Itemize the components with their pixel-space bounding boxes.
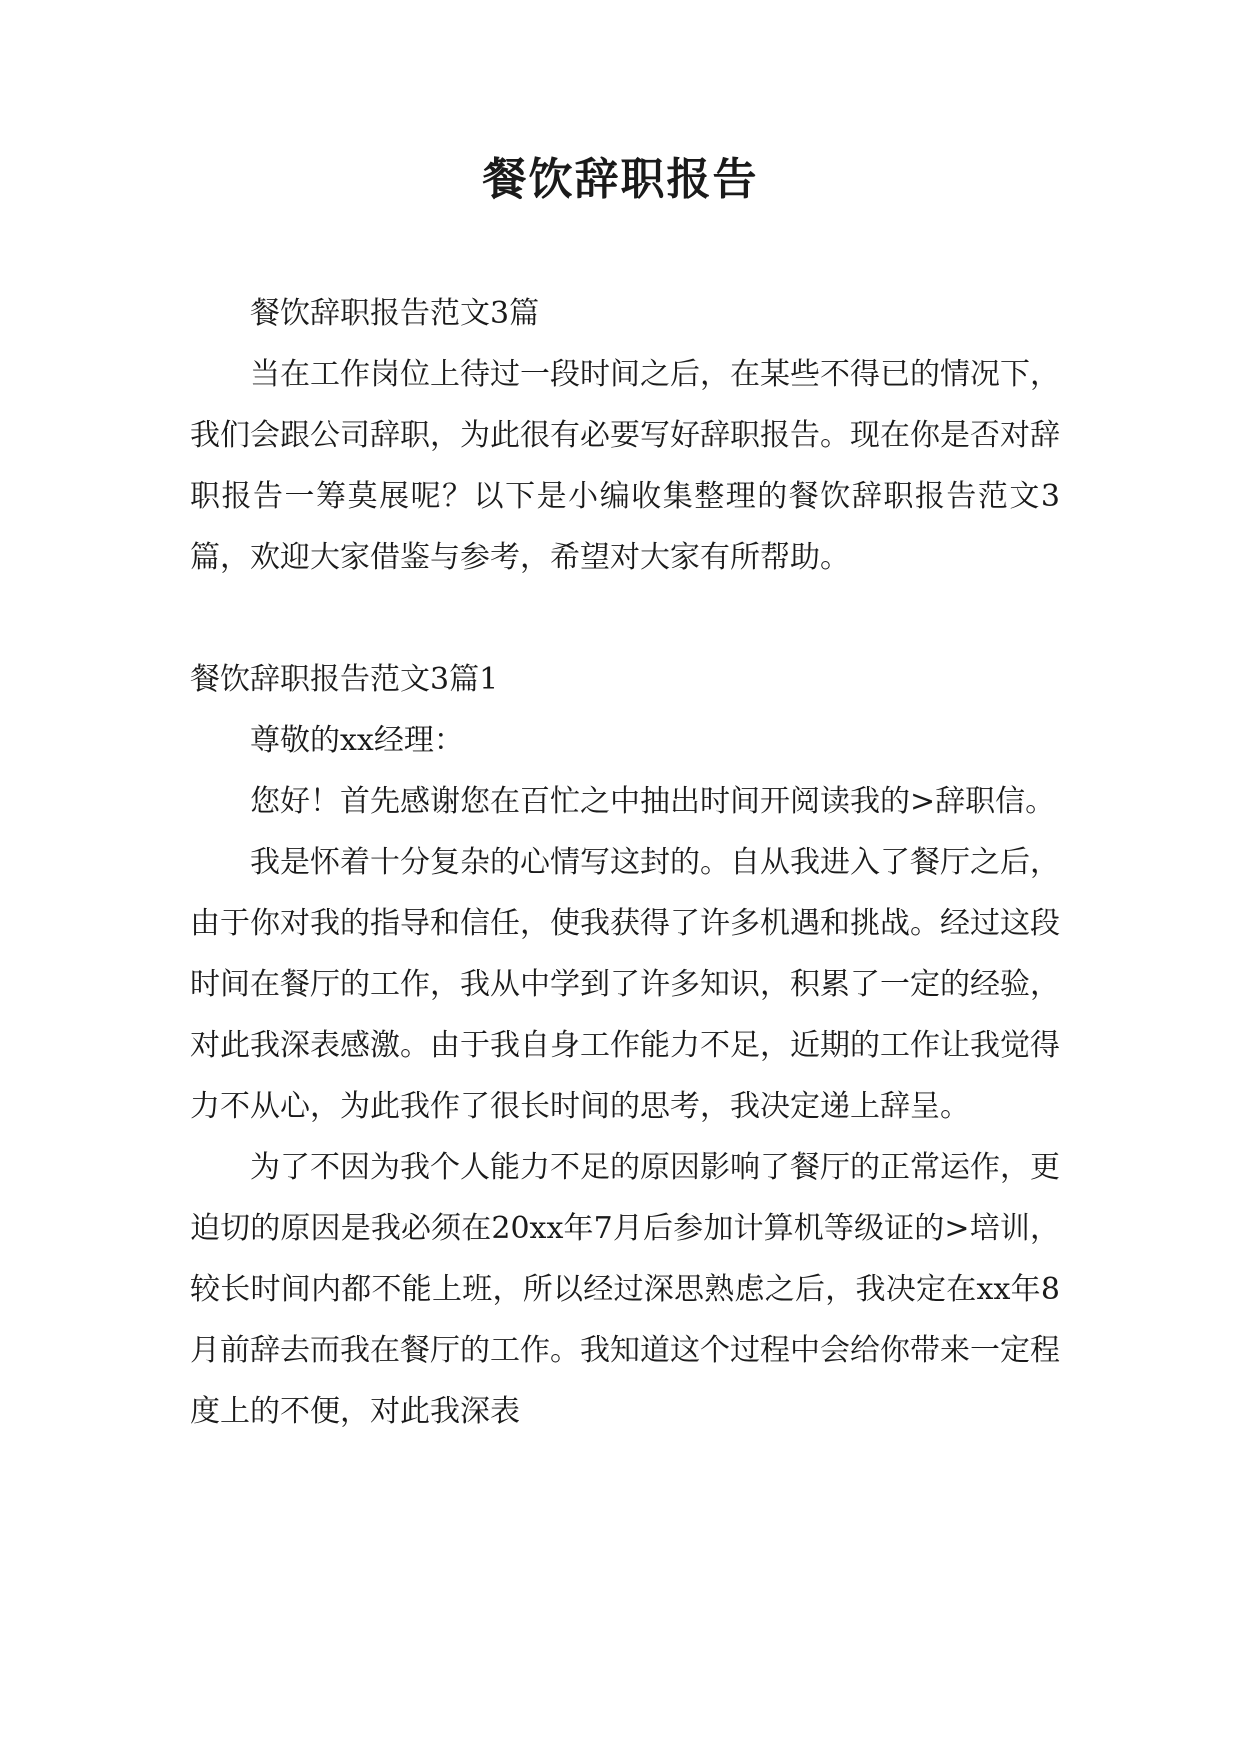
- section-heading: 餐饮辞职报告范文3篇1: [190, 662, 499, 697]
- document-body: [190, 283, 1060, 1442]
- document-title: 餐饮辞职报告: [482, 154, 759, 205]
- subtitle-line: 餐饮辞职报告范文3篇: [250, 296, 540, 331]
- salutation: 尊敬的xx经理：: [250, 723, 464, 758]
- body-paragraph: 您好！首先感谢您在百忙之中抽出时间开阅读我的>辞职信。: [250, 784, 1056, 819]
- intro-paragraph: 当在工作岗位上待过一段时间之后，在某些不得已的情况下，我们会跟公司辞职，为此很有必要写好辞职报告。现在你是否对辞职报告一筹莫展呢？以下是小编收集整理的餐饮辞职报告范文3篇，欢迎大家借鉴与参考，希望对大家有所帮助。: [190, 357, 1060, 575]
- body-paragraph: 为了不因为我个人能力不足的原因影响了餐厅的正常运作，更迫切的原因是我必须在20xx年7月后参加计算机等级证的>培训，较长时间内都不能上班，所以经过深思熟虑之后，我决定在xx年8月前辞去而我在餐厅的工作。我知道这个过程中会给你带来一定程度上的不便，对此我深表: [190, 1150, 1060, 1429]
- body-paragraph: 我是怀着十分复杂的心情写这封的。自从我进入了餐厅之后，由于你对我的指导和信任，使我获得了许多机遇和挑战。经过这段时间在餐厅的工作，我从中学到了许多知识，积累了一定的经验，对此我深表感激。由于我自身工作能力不足，近期的工作让我觉得力不从心，为此我作了很长时间的思考，我决定递上辞呈。: [190, 845, 1060, 1124]
